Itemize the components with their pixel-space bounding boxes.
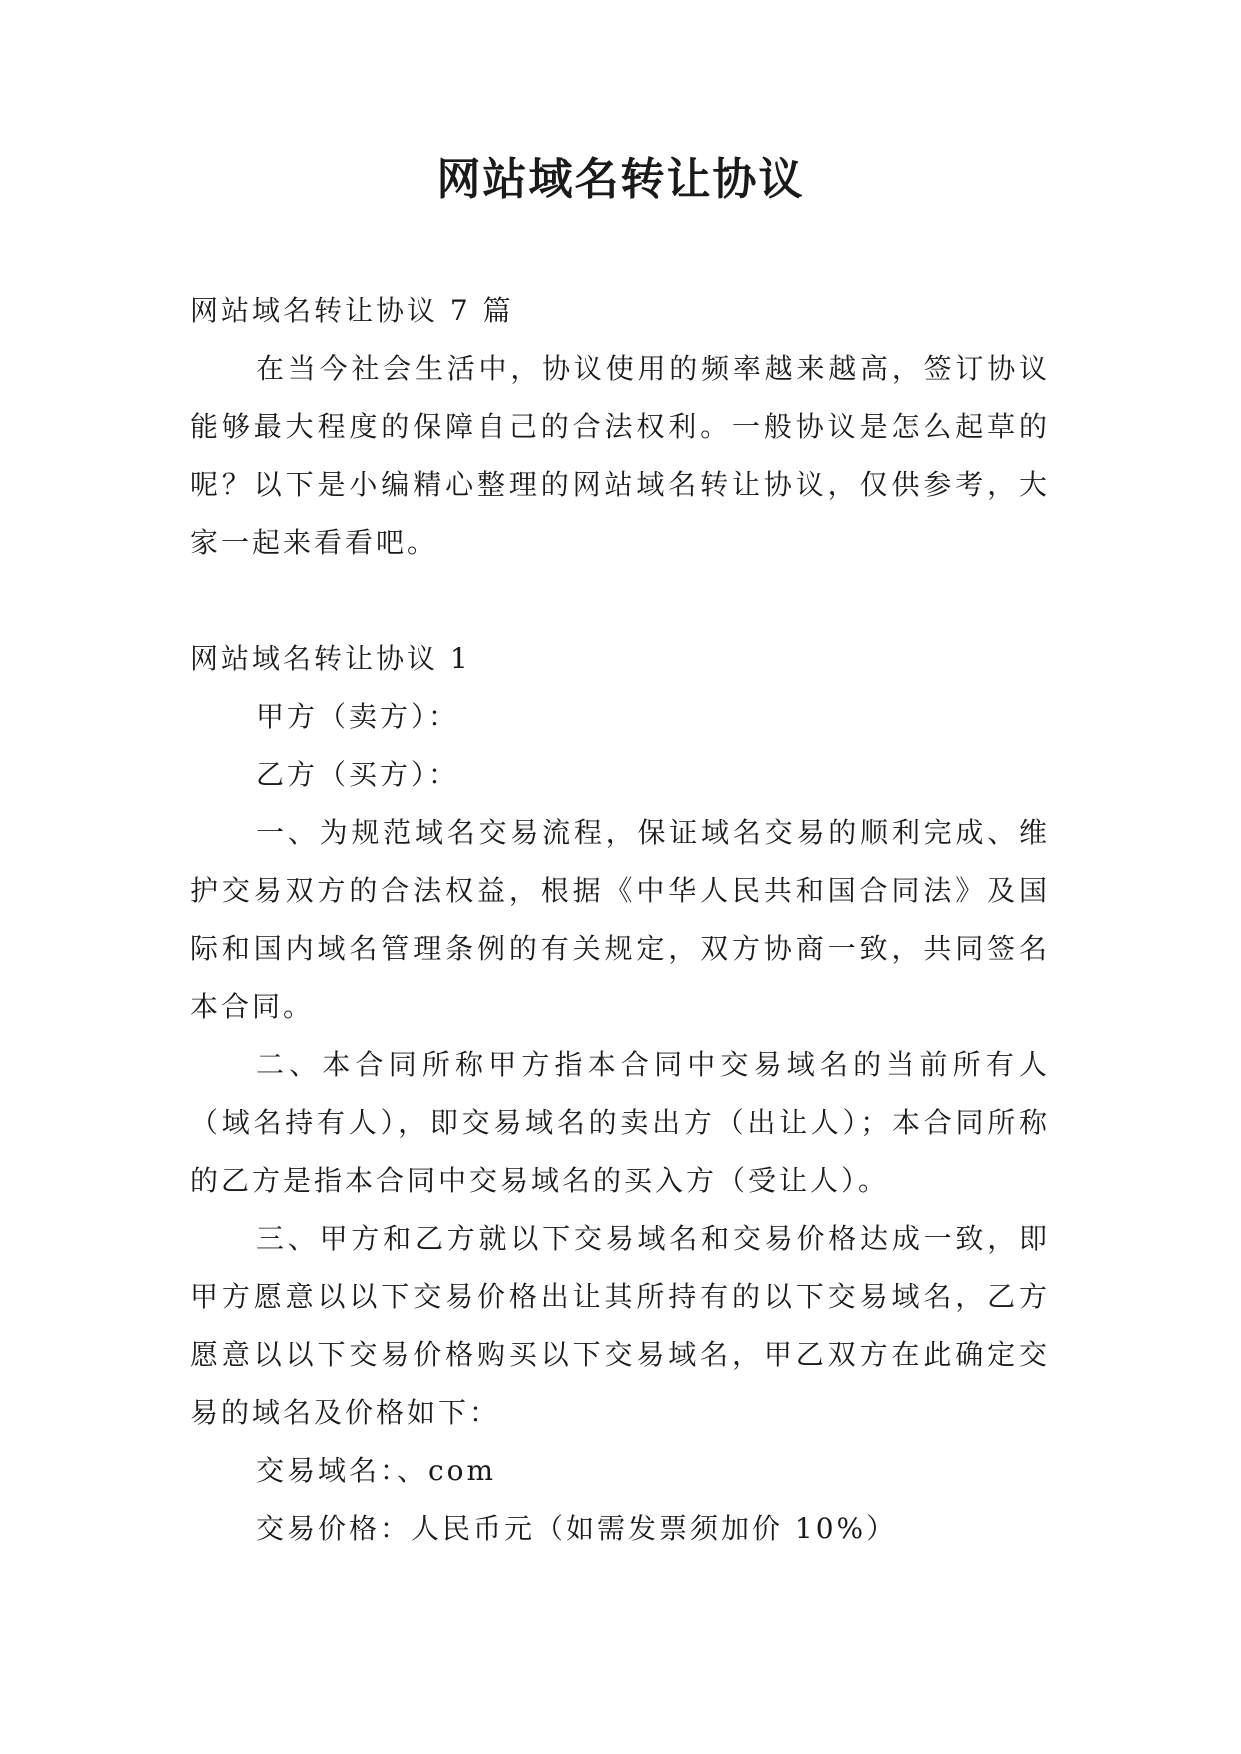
- document-body: [190, 282, 1050, 1558]
- document-title: 网站域名转让协议: [436, 154, 805, 205]
- party-a-line: 甲方（卖方）：: [256, 700, 460, 733]
- document-subtitle: 网站域名转让协议 7 篇: [190, 294, 514, 327]
- price-line: 交易价格：人民币元（如需发票须加价 10%）: [256, 1512, 898, 1545]
- intro-paragraph: 在当今社会生活中，协议使用的频率越来越高，签订协议能够最大程度的保障自己的合法权利。一般协议是怎么起草的呢？以下是小编精心整理的网站域名转让协议，仅供参考，大家一起来看看吧。: [190, 352, 1050, 559]
- clause-2: 二、本合同所称甲方指本合同中交易域名的当前所有人（域名持有人），即交易域名的卖出方（出让人）；本合同所称的乙方是指本合同中交易域名的买入方（受让人）。: [190, 1048, 1050, 1197]
- section-heading: 网站域名转让协议 1: [190, 642, 471, 675]
- party-b-line: 乙方（买方）：: [256, 758, 460, 791]
- clause-1: 一、为规范域名交易流程，保证域名交易的顺利完成、维护交易双方的合法权益，根据《中华人民共和国合同法》及国际和国内域名管理条例的有关规定，双方协商一致，共同签名本合同。: [190, 816, 1050, 1023]
- paragraph-gap: [190, 572, 1050, 630]
- clause-3: 三、甲方和乙方就以下交易域名和交易价格达成一致，即甲方愿意以以下交易价格出让其所持有的以下交易域名，乙方愿意以以下交易价格购买以下交易域名，甲乙双方在此确定交易的域名及价格如下：: [190, 1222, 1050, 1429]
- domain-line: 交易域名：、com: [256, 1454, 497, 1487]
